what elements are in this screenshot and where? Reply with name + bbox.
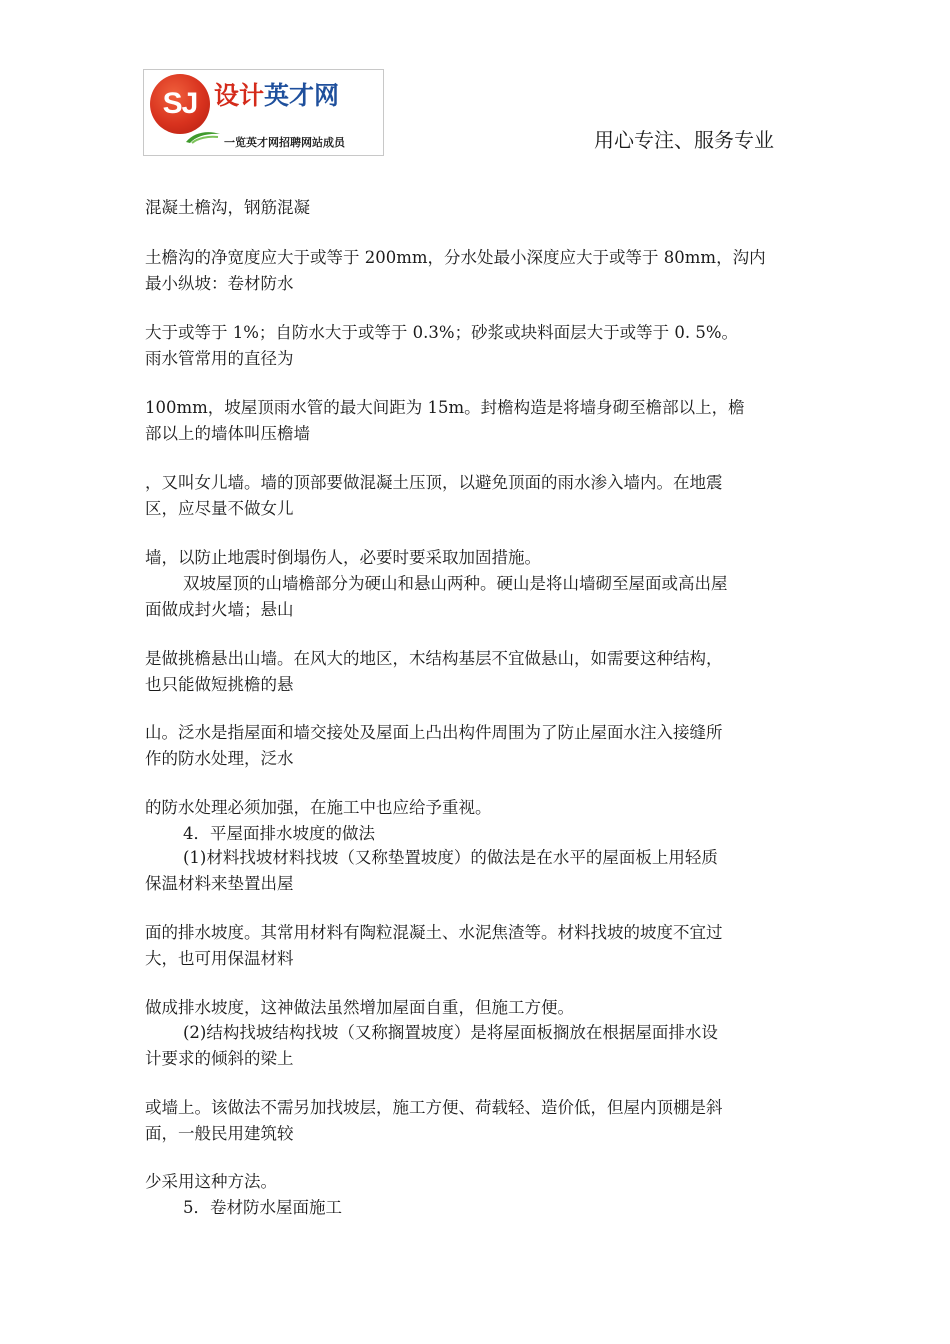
header-slogan: 用心专注、服务专业 [594, 128, 774, 152]
body-text-line: 土檐沟的净宽度应大于或等于 200mm，分水处最小深度应大于或等于 80mm，沟内 [145, 248, 766, 267]
body-text-line: 100mm，坡屋顶雨水管的最大间距为 15m。封檐构造是将墙身砌至檐部以上，檐 [145, 398, 745, 417]
logo-name-part1: 设计 [214, 81, 265, 110]
logo-name [214, 80, 339, 112]
body-text-line: 混凝土檐沟，钢筋混凝 [145, 198, 310, 217]
body-text-line: 部以上的墙体叫压檐墙 [145, 424, 310, 443]
body-text-line: 面做成封火墙；悬山 [145, 600, 294, 619]
logo-swoosh-icon [184, 128, 222, 146]
site-logo [143, 69, 384, 156]
logo-name-part2: 英才网 [264, 81, 340, 110]
body-text-line: 最小纵坡：卷材防水 [145, 274, 294, 293]
body-text-line: 墙，以防止地震时倒塌伤人，必要时要采取加固措施。 [145, 548, 541, 567]
body-text-line: 也只能做短挑檐的悬 [145, 675, 294, 694]
body-text-line: 计要求的倾斜的梁上 [145, 1049, 294, 1068]
logo-badge: SJ [150, 74, 210, 134]
logo-tagline: 一览英才网招聘网站成员 [224, 136, 345, 149]
body-text-line: 面的排水坡度。其常用材料有陶粒混凝土、水泥焦渣等。材料找坡的坡度不宜过 [145, 923, 723, 942]
body-text-line: 保温材料来垫置出屋 [145, 874, 294, 893]
body-text-line: 4．平屋面排水坡度的做法 [183, 824, 375, 843]
body-text-line: 双坡屋顶的山墙檐部分为硬山和悬山两种。硬山是将山墙砌至屋面或高出屋 [183, 574, 728, 593]
body-text-line: (2)结构找坡结构找坡（又称搁置坡度）是将屋面板搁放在根据屋面排水设 [183, 1023, 718, 1042]
body-text-line: 或墙上。该做法不需另加找坡层，施工方便、荷载轻、造价低，但屋内顶棚是斜 [145, 1098, 723, 1117]
body-text-line: 面，一般民用建筑较 [145, 1124, 294, 1143]
body-text-line: 区，应尽量不做女儿 [145, 499, 294, 518]
body-text-line: (1)材料找坡材料找坡（又称垫置坡度）的做法是在水平的屋面板上用轻质 [183, 848, 718, 867]
body-text-line: 做成排水坡度，这神做法虽然增加屋面自重，但施工方便。 [145, 998, 574, 1017]
body-text-line: 作的防水处理，泛水 [145, 749, 294, 768]
body-text-line: 5．卷材防水屋面施工 [183, 1198, 342, 1217]
body-text-line: ，又叫女儿墙。墙的顶部要做混凝土压顶，以避免顶面的雨水渗入墙内。在地震 [145, 473, 723, 492]
body-text-line: 大，也可用保温材料 [145, 949, 294, 968]
body-text-line: 是做挑檐悬出山墙。在风大的地区，木结构基层不宜做悬山，如需要这种结构， [145, 649, 723, 668]
body-text-line: 少采用这种方法。 [145, 1172, 277, 1191]
body-text-line: 的防水处理必须加强，在施工中也应给予重视。 [145, 798, 492, 817]
body-text-line: 雨水管常用的直径为 [145, 349, 294, 368]
body-text-line: 山。泛水是指屋面和墙交接处及屋面上凸出构件周围为了防止屋面水注入接缝所 [145, 723, 723, 742]
body-text-line: 大于或等于 1%；自防水大于或等于 0.3%；砂浆或块料面层大于或等于 0. 5%。 [145, 323, 738, 342]
